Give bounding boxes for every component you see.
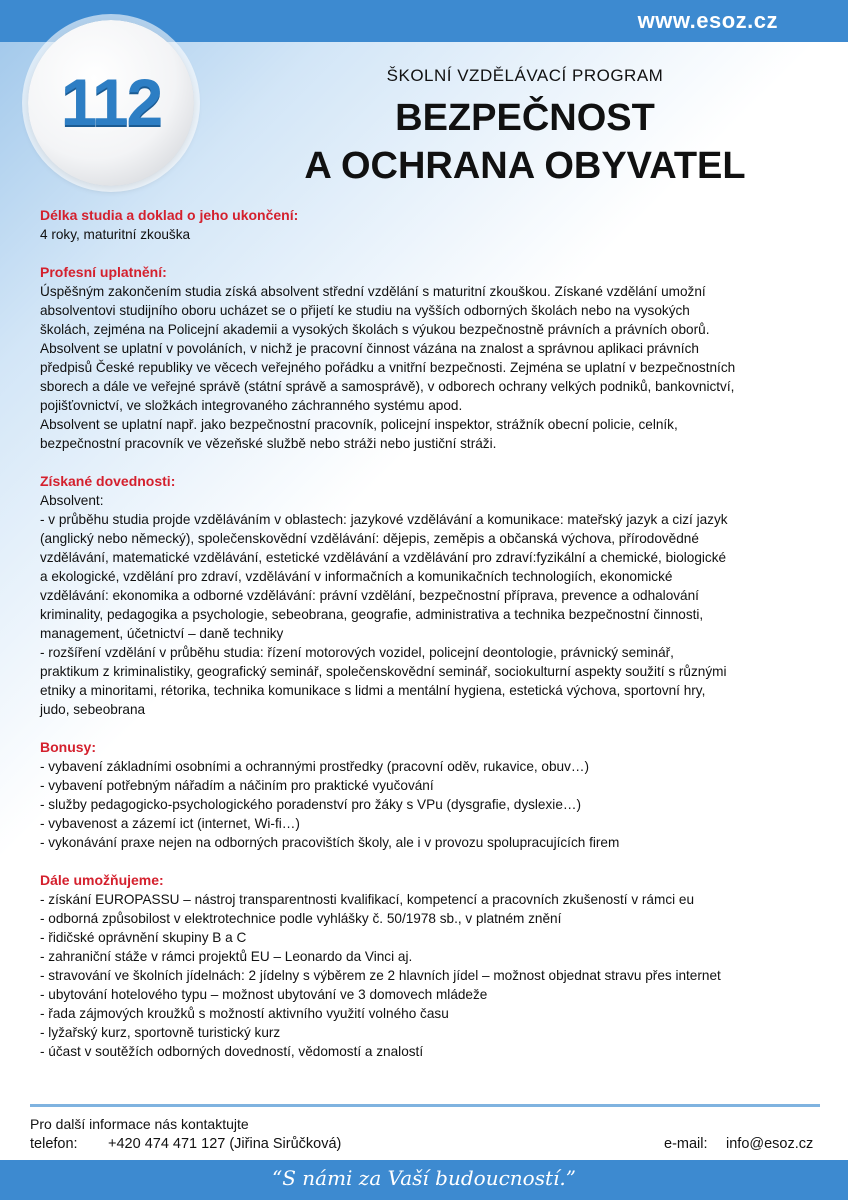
text-line: (anglický nebo německý), společenskovědní vzdělávání: dějepis, zeměpis a občanská výchova, přírodovědné [40,531,699,546]
list-item: - vybavení základními osobními a ochrannými prostředky (pracovní oděv, rukavice, obuv…) [40,759,590,774]
text-line: etniky a minoritami, rétorika, technika komunikace s lidmi a mentální hygiena, estetická výchova, sportovní hry, [40,683,706,698]
text-line: předpisů České republiky ve věcech veřejného pořádku a vnitřní bezpečnosti. Zejména se uplatní v bezpečnostních [40,360,736,375]
text-line: sborech a dále ve veřejné správě (státní správě a samosprávě), v odborech ochrany velkých podniků, bankovnictví, [40,379,735,394]
main-content [40,206,820,1080]
phone-label: telefon: [30,1136,78,1152]
text-line: Absolvent se uplatní v povoláních, v nichž je pracovní činnost vázána na znalost a správnou aplikaci právních [40,341,699,356]
website-link[interactable]: www.esoz.cz [637,8,778,33]
email-label: e-mail: [664,1136,708,1152]
text-line: vzdělávání, matematické vzdělávání, estetické vzdělávání a vzdělávání pro zdraví:fyzikální a chemické, biologické [40,550,727,565]
text-line: pojišťovnictví, ve složkách integrovaného záchranného systému apod. [40,398,463,413]
program-subtitle: ŠKOLNÍ VZDĚLÁVACÍ PROGRAM [386,66,664,85]
section-bonuses [40,738,820,852]
contact-note: Pro další informace nás kontaktujte [30,1116,249,1132]
footer-divider [30,1104,820,1107]
list-item: - zahraniční stáže v rámci projektů EU – Leonardo da Vinci aj. [40,949,413,964]
list-item: - vybavenost a zázemí ict (internet, Wi-fi…) [40,816,300,831]
bottom-banner [0,1160,848,1200]
text-line: - v průběhu studia projde vzděláváním v oblastech: jazykové vzdělávání a komunikace: mateřský jazyk a cizí jazyk [40,512,728,527]
text-line: Úspěšným zakončením studia získá absolvent střední vzdělání s maturitní zkouškou. Získané vzdělání umožní [40,284,706,299]
email-link[interactable]: info@esoz.cz [726,1136,814,1152]
list-item: - lyžařský kurz, sportovně turistický kurz [40,1025,281,1040]
list-item: - služby pedagogicko-psychologického poradenství pro žáky s VPu (dysgrafie, dyslexie…) [40,797,581,812]
program-title [260,94,790,190]
text-line: - rozšíření vzdělání v průběhu studia: řízení motorových vozidel, policejní deontologie, právnický seminář, [40,645,674,660]
section-heading: Získané dovednosti: [40,473,176,489]
list-item: - stravování ve školních jídelnách: 2 jídelny s výběrem ze 2 hlavních jídel – možnost objednat stravu přes internet [40,968,721,983]
text-line: 4 roky, maturitní zkouška [40,227,191,242]
text-line: praktikum z kriminalistiky, geografický seminář, společenskovědní seminář, sociokulturní aspekty soužití s různými [40,664,727,679]
title-line-1: BEZPEČNOST [395,97,655,139]
section-extras [40,871,820,1061]
text-line: Absolvent: [40,493,104,508]
section-heading: Délka studia a doklad o jeho ukončení: [40,207,299,223]
list-item: - odborná způsobilost v elektrotechnice podle vyhlášky č. 50/1978 sb., v platném znění [40,911,562,926]
list-item: - řada zájmových kroužků s možností aktivního využití volného času [40,1006,449,1021]
badge-number: 112 [60,65,162,139]
text-line: kriminality, pedagogika a psychologie, sebeobrana, geografie, administrativa a technika bezpečnostní činnosti, [40,607,704,622]
section-heading: Dále umožňujeme: [40,872,164,888]
section-heading: Profesní uplatnění: [40,264,167,280]
emergency-112-badge [28,20,194,186]
text-line: školách, zejména na Policejní akademii a vysokých školách s výukou bezpečnostně právních a právních oborů. [40,322,710,337]
list-item: - účast v soutěžích odborných dovedností, vědomostí a znalostí [40,1044,424,1059]
list-item: - získání EUROPASSU – nástroj transparentnosti kvalifikací, kompetencí a pracovních zkušeností v rámci eu [40,892,695,907]
text-line: Absolvent se uplatní např. jako bezpečnostní pracovník, policejní inspektor, strážník obecní policie, celník, [40,417,678,432]
phone-number[interactable]: +420 474 471 127 (Jiřina Sirůčková) [108,1136,342,1152]
text-line: absolventovi studijního oboru ucházet se o přijetí ke studiu na vyšších odborných školách nebo na vysokých [40,303,690,318]
slogan: “S námi za Vaší budoucností.” [272,1166,576,1190]
section-duration [40,206,820,244]
title-line-2: A OCHRANA OBYVATEL [304,145,746,187]
section-career [40,263,820,453]
text-line: a ekologické, vzdělání pro zdraví, vzdělávání v informačních a komunikačních technologiích, ekonomické [40,569,673,584]
text-line: bezpečnostní pracovník ve vězeňské službě nebo stráži nebo justiční stráži. [40,436,497,451]
list-item: - vykonávání praxe nejen na odborných pracovištích školy, ale i v provozu spolupracujících firem [40,835,620,850]
list-item: - ubytování hotelového typu – možnost ubytování ve 3 domovech mládeže [40,987,488,1002]
list-item: - řidičské oprávnění skupiny B a C [40,930,247,945]
section-heading: Bonusy: [40,739,96,755]
section-skills [40,472,820,719]
text-line: management, účetnictví – daně techniky [40,626,284,641]
list-item: - vybavení potřebným nářadím a náčiním pro praktické vyučování [40,778,434,793]
text-line: judo, sebeobrana [40,702,146,717]
text-line: vzdělávání: ekonomika a odborné vzdělávání: právní vzdělání, bezpečnostní příprava, prevence a odhalování [40,588,699,603]
